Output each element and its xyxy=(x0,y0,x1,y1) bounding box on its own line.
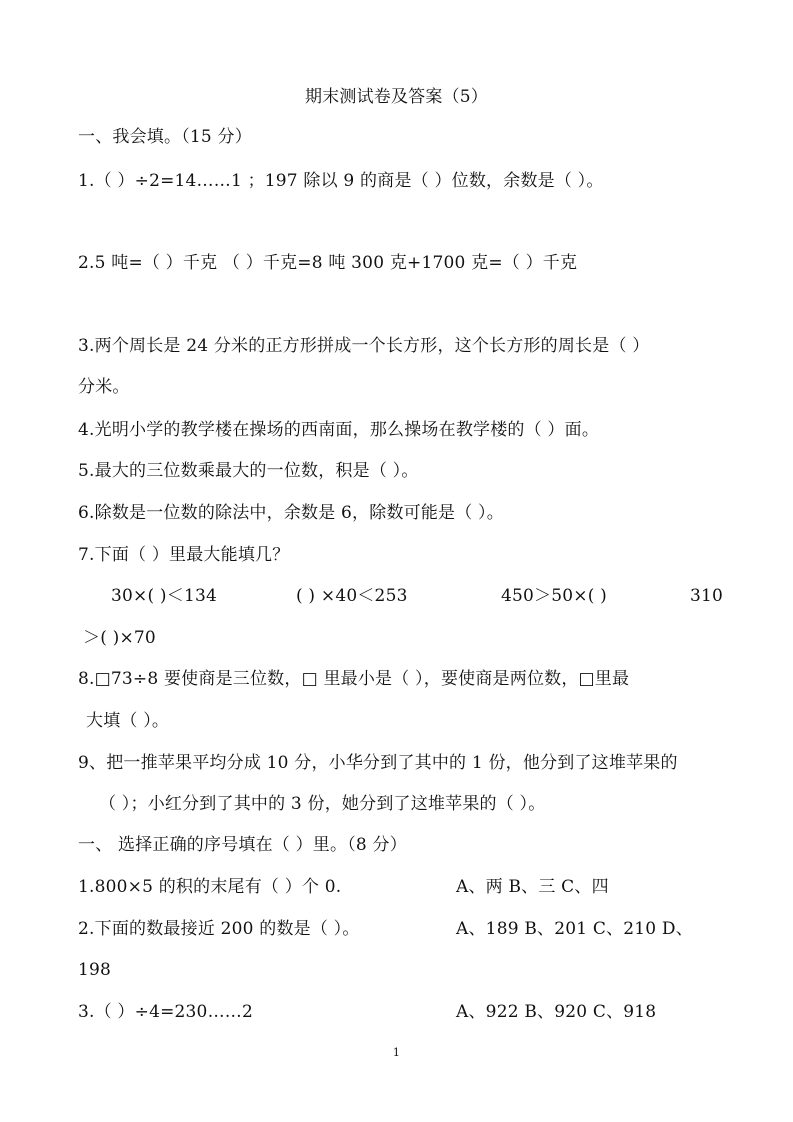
choice-question-2: 2.下面的数最接近 200 的数是（ ）。 xyxy=(78,919,360,939)
choice-question-3-options: A、922 B、920 C、918 xyxy=(456,1002,657,1022)
page-number: 1 xyxy=(392,1046,401,1059)
question-7-item-c: 450＞50×( ) xyxy=(501,586,607,606)
choice-question-3: 3.（ ）÷4=230……2 xyxy=(78,1002,253,1022)
choice-question-2-continued: 198 xyxy=(78,960,112,980)
question-8-line1: 8.□73÷8 要使商是三位数，□ 里最小是（ ），要使商是两位数，□里最 xyxy=(78,669,630,689)
question-1: 1.（ ）÷2=14……1 ；197 除以 9 的商是（ ）位数，余数是（ ）。 xyxy=(78,171,604,191)
choice-question-1: 1.800×5 的积的末尾有（ ）个 0. xyxy=(78,877,342,897)
choice-question-2-options: A、189 B、201 C、210 D、 xyxy=(456,919,693,939)
question-7-item-a: 30×( )＜134 xyxy=(111,586,217,606)
question-7-item-e: ＞( )×70 xyxy=(83,628,156,648)
section1-heading: 一、我会填。（15 分） xyxy=(78,127,252,147)
question-9-line1: 9、把一推苹果平均分成 10 分，小华分到了其中的 1 份，他分到了这堆苹果的 xyxy=(78,753,678,773)
question-7-item-b: ( ) ×40＜253 xyxy=(296,586,408,606)
question-3-line2: 分米。 xyxy=(78,377,130,397)
question-3-line1: 3.两个周长是 24 分米的正方形拼成一个长方形，这个长方形的周长是（ ） xyxy=(78,336,650,356)
question-5: 5.最大的三位数乘最大的一位数，积是（ ）。 xyxy=(78,461,419,481)
question-9-line2: （ ）；小红分到了其中的 3 份，她分到了这堆苹果的（ ）。 xyxy=(99,794,546,814)
question-8-line2: 大填（ ）。 xyxy=(86,711,170,731)
question-2: 2.5 吨=（ ）千克 （ ）千克=8 吨 300 克+1700 克=（ ）千克 xyxy=(78,253,578,273)
question-4: 4.光明小学的教学楼在操场的西南面，那么操场在教学楼的（ ）面。 xyxy=(78,420,600,440)
question-6: 6.除数是一位数的除法中，余数是 6，除数可能是（ ）。 xyxy=(78,503,504,523)
choice-question-1-options: A、两 B、三 C、四 xyxy=(456,877,609,897)
section2-heading: 一、 选择正确的序号填在（ ）里。（8 分） xyxy=(78,835,407,855)
question-7-item-d: 310 xyxy=(690,586,724,606)
question-7: 7.下面（ ）里最大能填几？ xyxy=(78,545,290,565)
page-title: 期末测试卷及答案（5） xyxy=(304,87,488,107)
